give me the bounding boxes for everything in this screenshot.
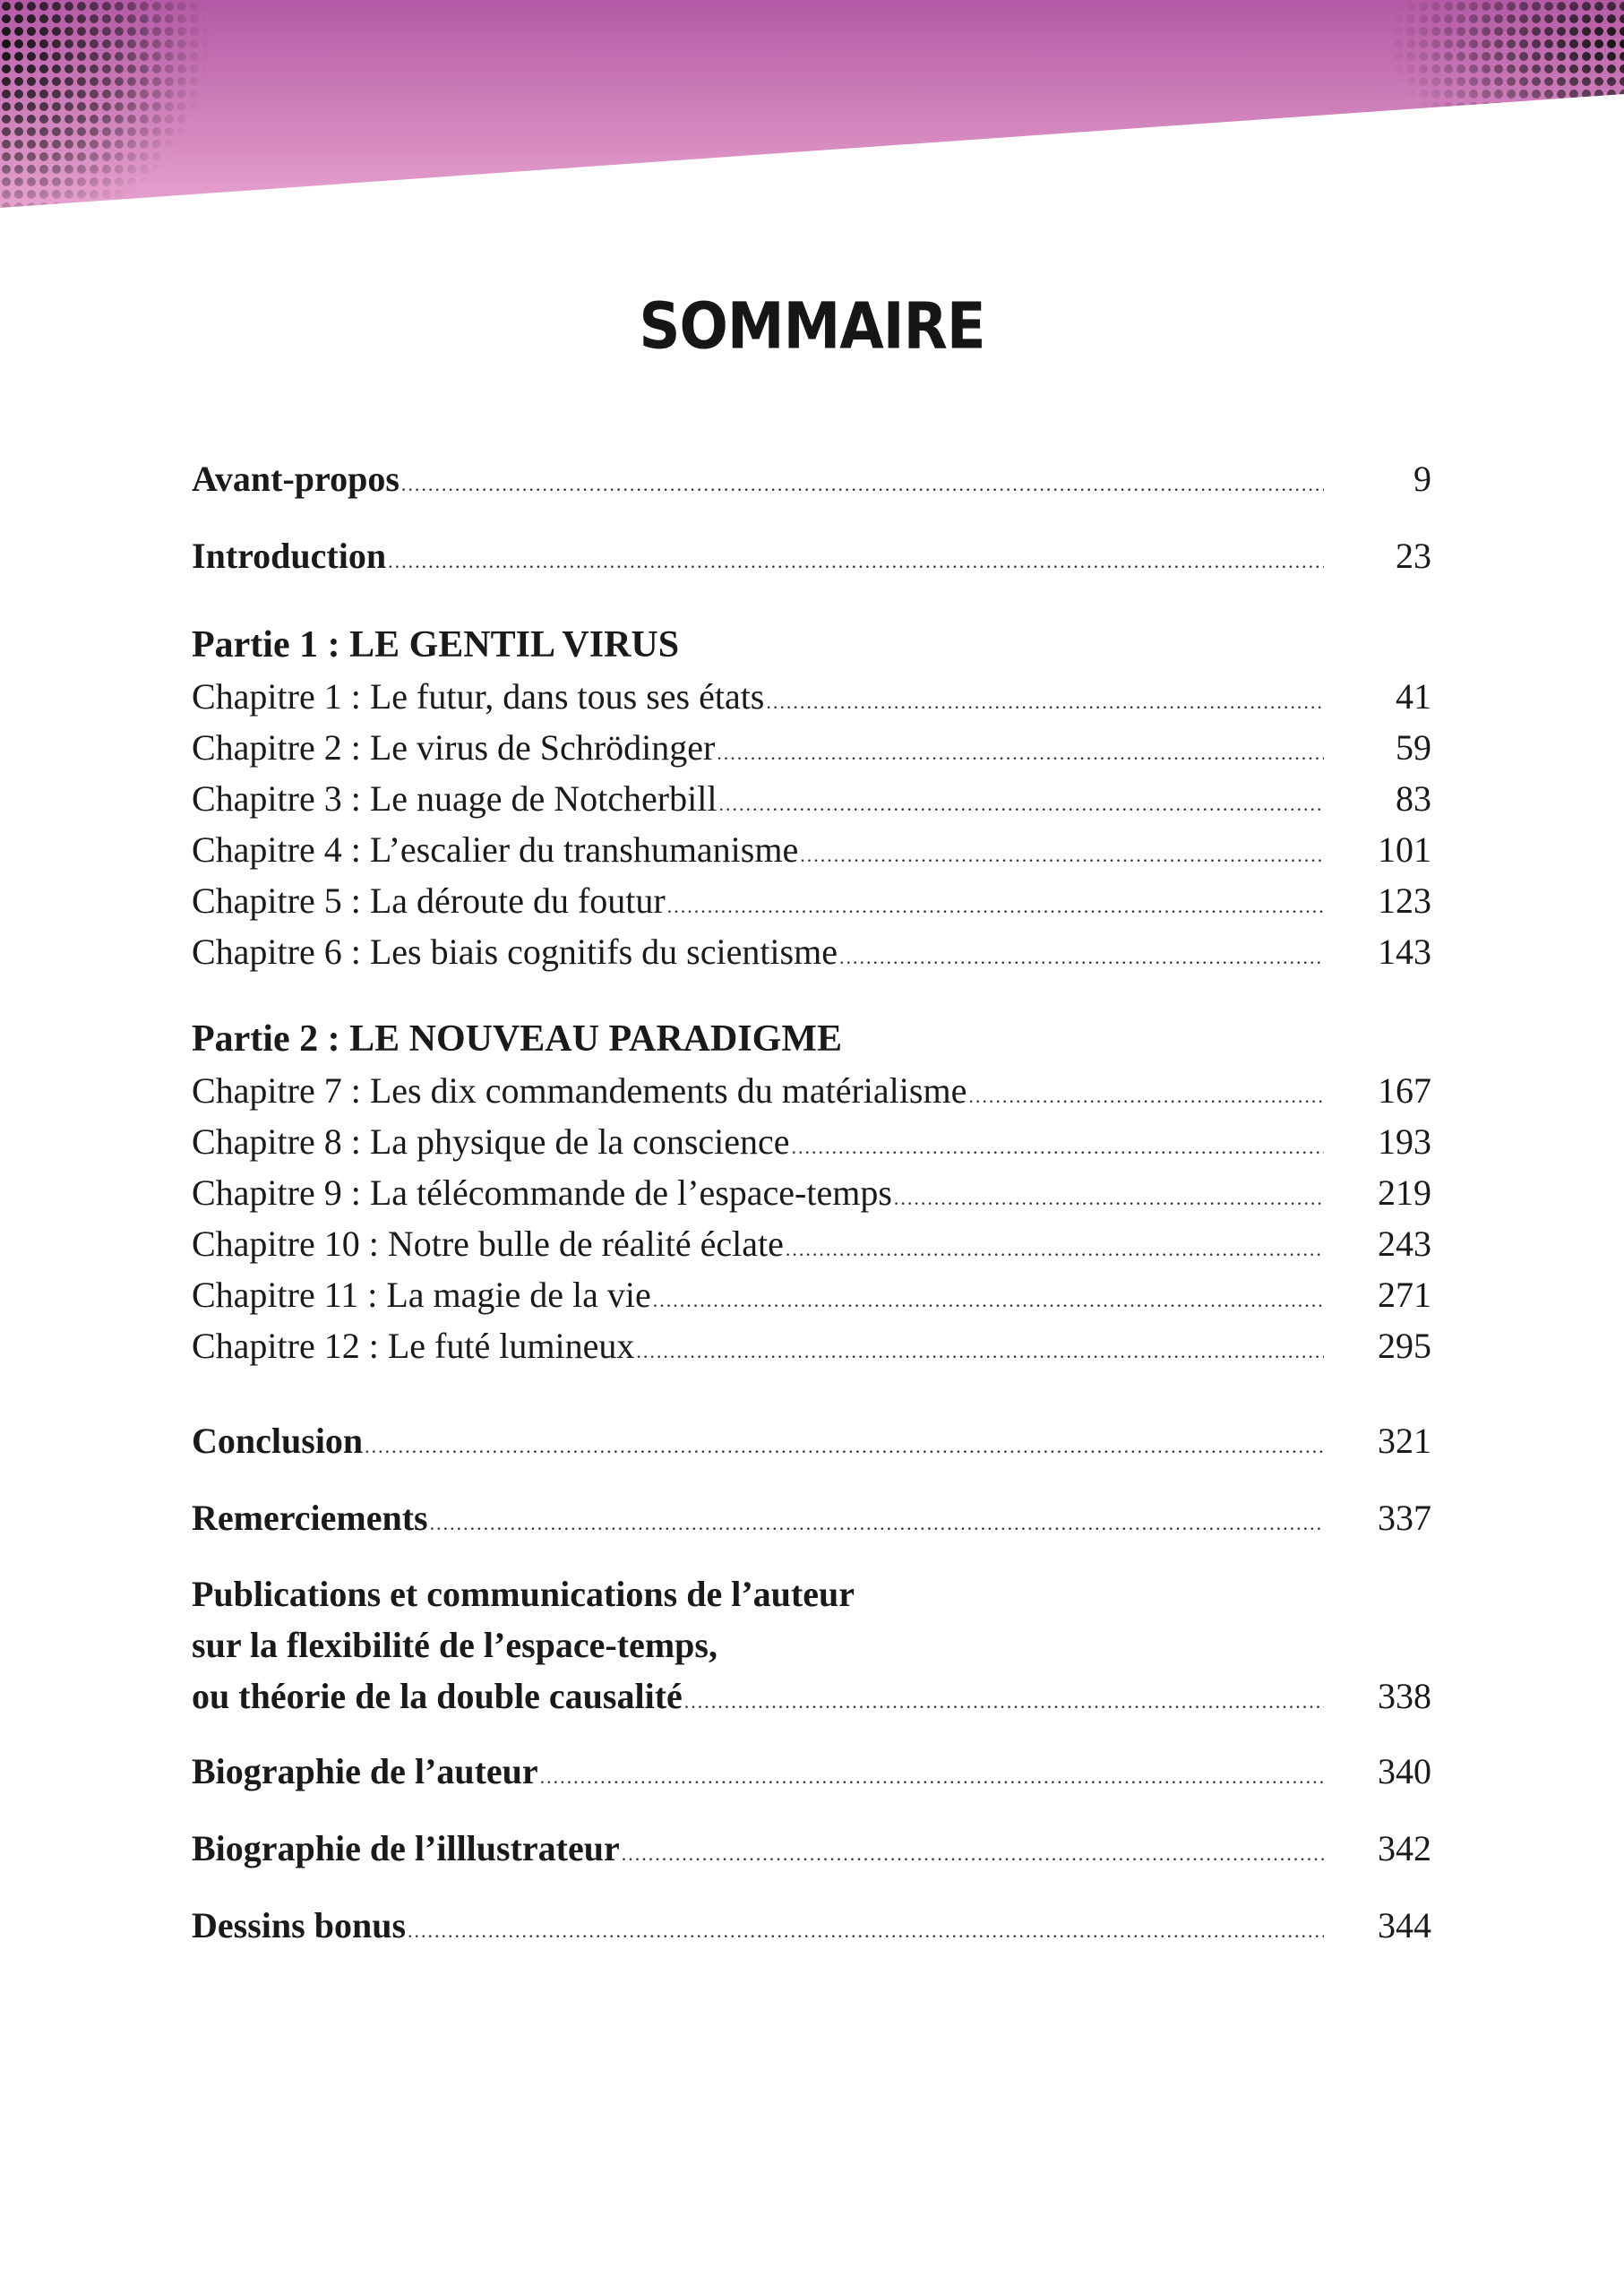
page-number: 342 xyxy=(1378,1828,1431,1868)
page-number: 243 xyxy=(1378,1224,1431,1264)
toc-entry-chapter-8[interactable] xyxy=(192,1116,1431,1167)
entry-label: Chapitre 6 : Les biais cognitifs du scientisme xyxy=(192,932,838,972)
toc-entry-chapter-11[interactable] xyxy=(192,1269,1431,1320)
dot-leader xyxy=(622,1827,1324,1881)
dot-leader xyxy=(388,535,1324,588)
toc-entry-chapter-2[interactable] xyxy=(192,722,1431,773)
header-banner xyxy=(0,0,1624,215)
dot-leader xyxy=(894,1172,1324,1224)
page-number: 123 xyxy=(1378,880,1431,921)
table-of-contents xyxy=(192,452,1431,1953)
dot-leader xyxy=(653,1275,1324,1326)
page-number: 23 xyxy=(1396,536,1431,576)
entry-label: Chapitre 11 : La magie de la vie xyxy=(192,1275,651,1315)
entry-label: Chapitre 3 : Le nuage de Notcherbill xyxy=(192,778,717,819)
toc-entry-chapter-1[interactable] xyxy=(192,671,1431,722)
toc-entry-conclusion[interactable] xyxy=(192,1414,1431,1468)
entry-label: Chapitre 9 : La télécommande de l’espace-temps xyxy=(192,1172,892,1213)
dot-leader xyxy=(408,1904,1324,1958)
dot-leader xyxy=(792,1121,1324,1172)
toc-entry-chapter-12[interactable] xyxy=(192,1320,1431,1371)
entry-label: Chapitre 7 : Les dix commandements du matérialisme xyxy=(192,1070,967,1111)
part-1-heading: Partie 1 : LE GENTIL VIRUS xyxy=(192,624,680,666)
toc-entry-introduction[interactable] xyxy=(192,529,1431,583)
toc-entry-bio-auteur[interactable] xyxy=(192,1745,1431,1799)
dot-leader xyxy=(800,829,1324,880)
toc-entry-publications[interactable] xyxy=(192,1568,1431,1722)
dot-leader xyxy=(540,1750,1324,1804)
dot-leader xyxy=(684,1676,1324,1727)
page-number: 321 xyxy=(1378,1421,1431,1461)
dot-leader xyxy=(766,676,1324,727)
page-number: 193 xyxy=(1378,1121,1431,1162)
dot-leader xyxy=(430,1497,1324,1550)
entry-label: Chapitre 2 : Le virus de Schrödinger xyxy=(192,727,716,768)
entry-label: Conclusion xyxy=(192,1421,364,1461)
dot-leader xyxy=(718,778,1324,829)
page-number: 167 xyxy=(1378,1070,1431,1111)
toc-entry-remerciements[interactable] xyxy=(192,1491,1431,1545)
dot-leader xyxy=(401,458,1324,511)
entry-label: Chapitre 10 : Notre bulle de réalité éclate xyxy=(192,1224,784,1264)
page-number: 143 xyxy=(1378,932,1431,972)
dot-leader xyxy=(365,1420,1324,1473)
page-number: 9 xyxy=(1413,459,1431,499)
entry-label: Chapitre 4 : L’escalier du transhumanisme xyxy=(192,829,799,870)
dot-leader xyxy=(786,1224,1324,1275)
entry-label: Avant-propos xyxy=(192,459,400,499)
toc-entry-chapter-9[interactable] xyxy=(192,1167,1431,1218)
entry-label: Remerciements xyxy=(192,1498,428,1538)
page-number: 295 xyxy=(1378,1326,1431,1366)
entry-label: Biographie de l’auteur xyxy=(192,1751,538,1791)
dot-leader xyxy=(839,932,1324,983)
toc-entry-chapter-6[interactable] xyxy=(192,926,1431,977)
toc-entry-chapter-10[interactable] xyxy=(192,1218,1431,1269)
entry-last-line xyxy=(192,1670,1431,1722)
page-number: 271 xyxy=(1378,1275,1431,1315)
page-number: 83 xyxy=(1396,778,1431,819)
entry-label-line-1: Publications et communications de l’auteur xyxy=(192,1574,855,1614)
dot-leader xyxy=(717,727,1324,778)
toc-entry-avant-propos[interactable] xyxy=(192,452,1431,506)
entry-label: Chapitre 12 : Le futé lumineux xyxy=(192,1326,635,1366)
toc-entry-chapter-4[interactable] xyxy=(192,824,1431,875)
page-number: 344 xyxy=(1378,1905,1431,1945)
page-number: 338 xyxy=(1378,1676,1431,1716)
entry-label: Introduction xyxy=(192,536,387,576)
page-number: 101 xyxy=(1378,829,1431,870)
entry-label: Dessins bonus xyxy=(192,1905,407,1945)
entry-label: Chapitre 8 : La physique de la conscience xyxy=(192,1121,790,1162)
toc-entry-bio-illustrateur[interactable] xyxy=(192,1822,1431,1876)
dot-leader xyxy=(636,1326,1324,1377)
page-number: 337 xyxy=(1378,1498,1431,1538)
page-title: SOMMAIRE xyxy=(639,289,985,365)
dot-leader xyxy=(968,1070,1324,1121)
entry-label: Chapitre 5 : La déroute du foutur xyxy=(192,880,666,921)
entry-label-line-3: ou théorie de la double causalité xyxy=(192,1676,683,1716)
toc-entry-dessins-bonus[interactable] xyxy=(192,1899,1431,1953)
entry-label: Chapitre 1 : Le futur, dans tous ses états xyxy=(192,676,765,717)
entry-label: Biographie de l’illlustrateur xyxy=(192,1828,620,1868)
page-number: 41 xyxy=(1396,676,1431,717)
toc-entry-chapter-7[interactable] xyxy=(192,1065,1431,1116)
page-number: 219 xyxy=(1378,1172,1431,1213)
dot-leader xyxy=(667,880,1324,932)
page-number: 59 xyxy=(1396,727,1431,768)
part-2-heading: Partie 2 : LE NOUVEAU PARADIGME xyxy=(192,1018,842,1060)
toc-entry-chapter-5[interactable] xyxy=(192,875,1431,926)
entry-label-line-2: sur la flexibilité de l’espace-temps, xyxy=(192,1625,717,1665)
page-number: 340 xyxy=(1378,1751,1431,1791)
toc-entry-chapter-3[interactable] xyxy=(192,773,1431,824)
